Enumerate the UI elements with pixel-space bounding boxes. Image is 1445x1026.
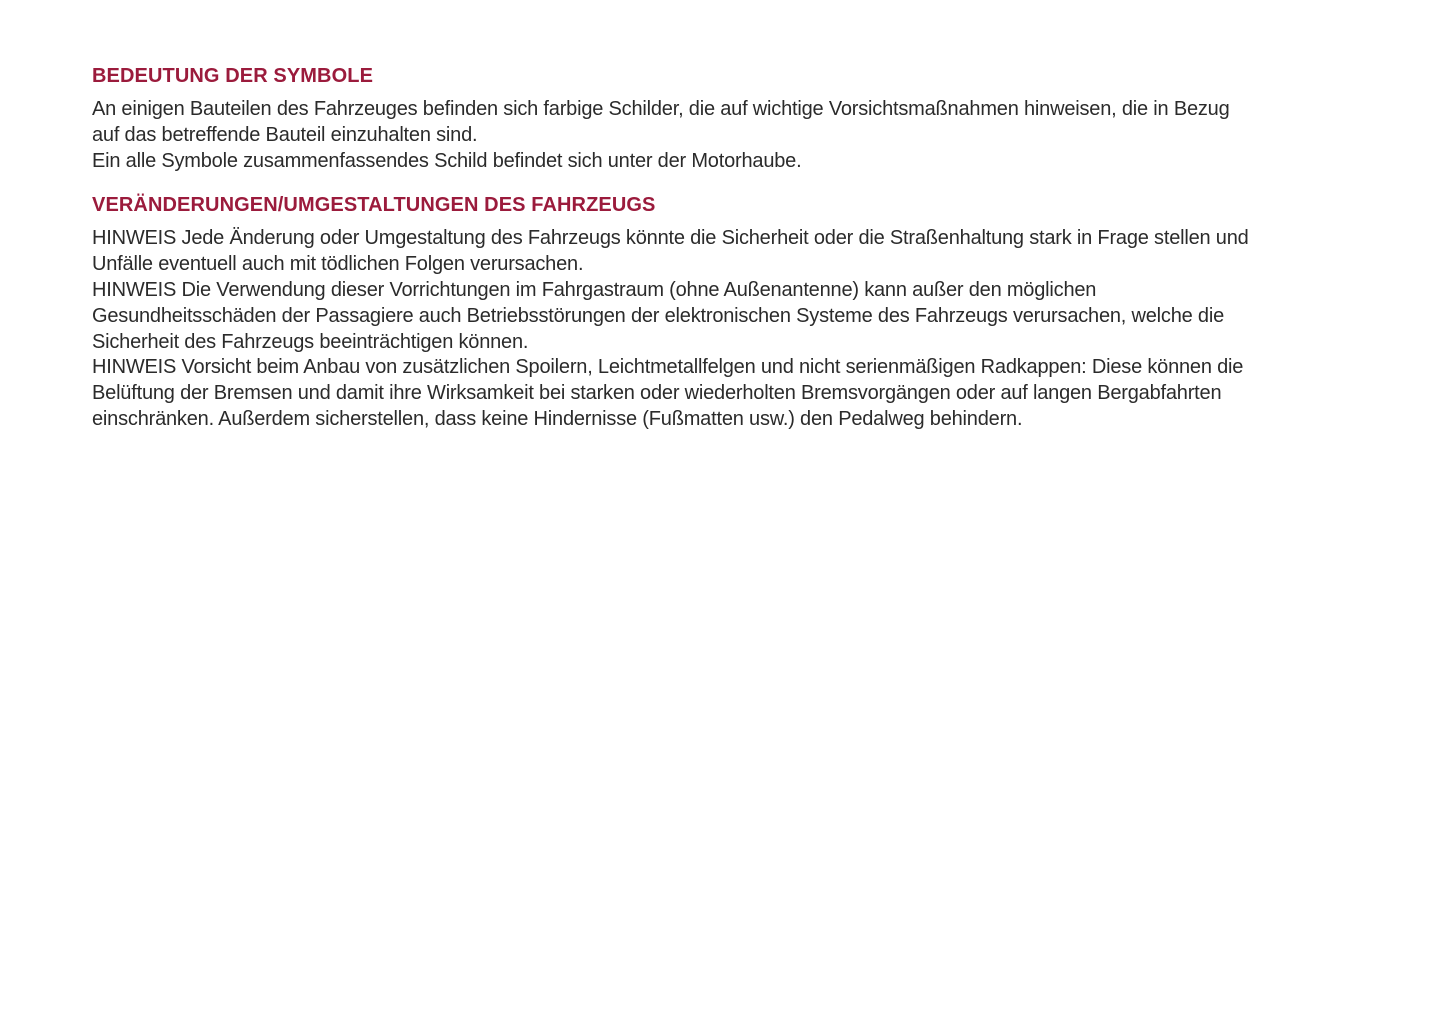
document-page <box>92 63 1257 433</box>
section-heading: BEDEUTUNG DER SYMBOLE <box>92 65 374 87</box>
warning-paragraph: HINWEIS Jede Änderung oder Umgestaltung des Fahrzeugs könnte die Sicherheit oder die Straßenhaltung stark in Frage stellen und Unfälle eventuell auch mit tödlichen Folgen verursachen. <box>92 227 1249 276</box>
section-heading: VERÄNDERUNGEN/UMGESTALTUNGEN DES FAHRZEUGS <box>92 194 656 217</box>
paragraph: An einigen Bauteilen des Fahrzeuges befinden sich farbige Schilder, die auf wichtige Vorsichtsmaßnahmen hinweisen, die in Bezug auf das betreffende Bauteil einzuhalten sind. <box>92 98 1230 146</box>
section-vehicle-modifications <box>92 192 1257 432</box>
paragraph: Ein alle Symbole zusammenfassendes Schild befindet sich unter der Motorhaube. <box>92 149 802 172</box>
warning-paragraph: HINWEIS Vorsicht beim Anbau von zusätzlichen Spoilern, Leichtmetallfelgen und nicht serienmäßigen Radkappen: Diese können die Belüftung der Bremsen und damit ihre Wirksamkeit bei starken oder wiederholten Bremsvorgängen oder auf langen Bergabfahrten einschränken. Außerdem sicherstellen, dass keine Hindernisse (Fußmatten usw.) den Pedalweg behindern. <box>92 356 1244 430</box>
section-symbol-meaning <box>92 63 1257 174</box>
warning-paragraph: HINWEIS Die Verwendung dieser Vorrichtungen im Fahrgastraum (ohne Außenantenne) kann außer den möglichen Gesundheitsschäden der Passagiere auch Betriebsstörungen der elektronischen Systeme des Fahrzeugs verursachen, welche die Sicherheit des Fahrzeugs beeinträchtigen können. <box>92 278 1225 353</box>
